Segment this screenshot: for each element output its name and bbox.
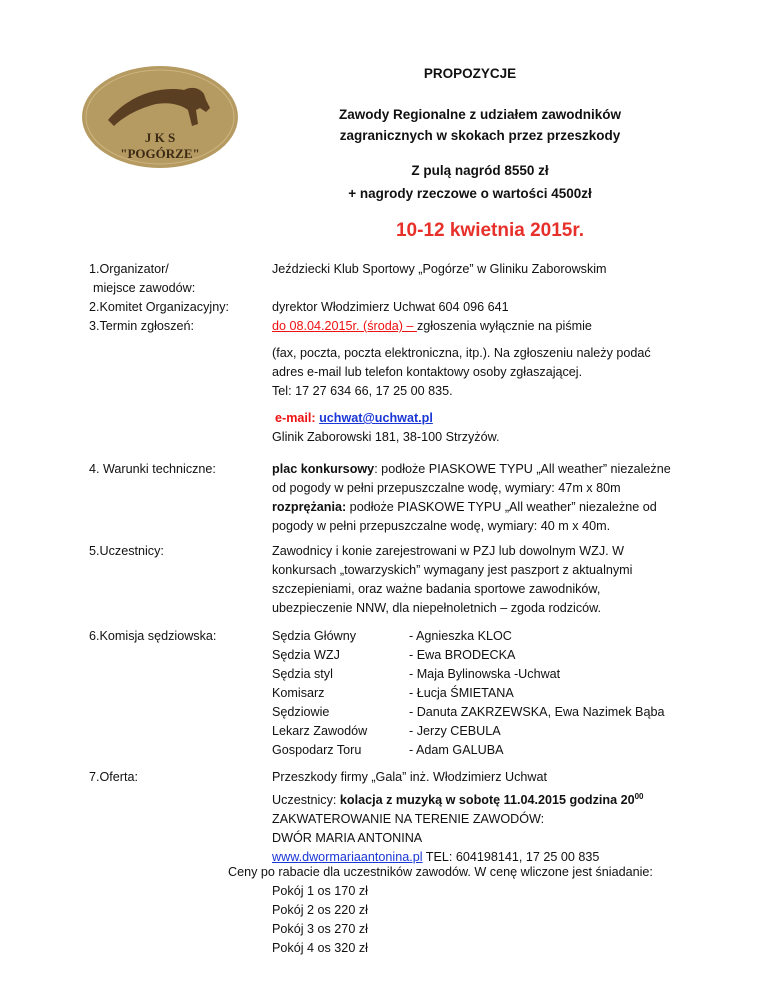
room-price: Pokój 1 os 170 zł — [272, 884, 368, 898]
page-title: PROPOZYCJE — [423, 66, 517, 81]
jury-role: Komisarz — [272, 686, 325, 700]
jury-role: Gospodarz Toru — [272, 743, 362, 757]
logo-text-bottom: "POGÓRZE" — [120, 146, 200, 161]
deadline-line-2: adres e-mail lub telefon kontaktowy osoby zgłaszającej. — [272, 365, 583, 379]
deadline-label: 3.Termin zgłoszeń: — [89, 319, 194, 333]
jury-member: - Ewa BRODECKA — [409, 648, 516, 662]
email-link[interactable]: uchwat@uchwat.pl — [319, 411, 433, 425]
warmup-label: rozprężania: — [272, 500, 347, 514]
arena-text-1: : podłoże PIASKOWE TYPU „All weather” niezależne — [374, 462, 671, 476]
offer-line-1: Przeszkody firmy „Gala” inż. Włodzimierz Uchwat — [272, 770, 548, 784]
offer-time-sup: 00 — [634, 792, 644, 801]
jury-label: 6.Komisja sędziowska: — [89, 629, 217, 643]
jury-role: Lekarz Zawodów — [272, 724, 368, 738]
room-price: Pokój 2 os 220 zł — [272, 903, 368, 917]
jury-role: Sędziowie — [272, 705, 330, 719]
room-list — [272, 882, 572, 958]
participants-line-3: szczepieniami, oraz ważne badania sportowe zawodników, — [272, 582, 601, 596]
website-link[interactable]: www.dwormariaantonina.pl — [272, 850, 423, 865]
arena-text-2: od pogody w pełni przepuszczalne wodę, wymiary: 47m x 80m — [272, 481, 621, 495]
deadline-date: do 08.04.2015r. (środa) – — [272, 319, 417, 333]
offer-line-3: ZAKWATEROWANIE NA TERENIE ZAWODÓW: — [272, 812, 545, 827]
horse-logo-icon — [80, 64, 240, 170]
jury-member: - Adam GALUBA — [409, 743, 504, 757]
deadline-value — [272, 317, 712, 336]
jury-member: - Danuta ZAKRZEWSKA, Ewa Nazimek Bąba — [409, 705, 665, 719]
prize-line-1: Z pulą nagród 8550 zł — [411, 163, 549, 178]
subtitle-line-2: zagranicznych w skokach przez przeszkody — [339, 128, 621, 143]
event-date: 10-12 kwietnia 2015r. — [395, 220, 584, 241]
jury-member: - Maja Bylinowska -Uchwat — [409, 667, 561, 681]
organizer-label — [89, 260, 269, 298]
jury-role: Sędzia WZJ — [272, 648, 340, 662]
room-price: Pokój 4 os 320 zł — [272, 941, 368, 955]
jury-member: - Agnieszka KLOC — [409, 629, 512, 643]
address: Glinik Zaborowski 181, 38-100 Strzyżów. — [272, 430, 500, 444]
committee-value: dyrektor Włodzimierz Uchwat 604 096 641 — [272, 300, 509, 314]
organizer-value: Jeździecki Klub Sportowy „Pogórze” w Gliniku Zaborowskim — [272, 262, 607, 276]
jury-member: - Jerzy CEBULA — [409, 724, 501, 738]
participants-line-4: ubezpieczenie NNW, dla niepełnoletnich – zgoda rodziców. — [272, 601, 602, 615]
offer-line-2-prefix: Uczestnicy: — [272, 793, 340, 808]
technical-label: 4. Warunki techniczne: — [89, 462, 216, 476]
arena-label: plac konkursowy — [272, 462, 375, 476]
organizer-label-1: 1.Organizator/ — [89, 262, 169, 276]
warmup-text-1: podłoże PIASKOWE TYPU „All weather” niezależne od — [346, 500, 657, 514]
committee-label: 2.Komitet Organizacyjny: — [89, 300, 229, 314]
deadline-phone: Tel: 17 27 634 66, 17 25 00 835. — [272, 384, 453, 398]
logo-text-top: J K S — [144, 130, 176, 145]
jury-role: Sędzia styl — [272, 667, 333, 681]
room-price: Pokój 3 os 270 zł — [272, 922, 368, 936]
club-logo — [80, 64, 240, 170]
subtitle-line-1: Zawody Regionalne z udziałem zawodników — [338, 107, 622, 122]
deadline-line-1: (fax, poczta, poczta elektroniczna, itp.). Na zgłoszeniu należy podać — [272, 346, 651, 360]
warmup-text-2: pogody w pełni przepuszczalne wodę, wymiary: 40 m x 40m. — [272, 519, 611, 533]
participants-label: 5.Uczestnicy: — [89, 544, 164, 558]
deadline-text: zgłoszenia wyłącznie na piśmie — [416, 319, 592, 333]
jury-role: Sędzia Główny — [272, 629, 356, 643]
offer-phone: TEL: 604198141, 17 25 00 835 — [422, 850, 600, 865]
prize-line-2: + nagrody rzeczowe o wartości 4500zł — [348, 186, 592, 201]
jury-member: - Łucja ŚMIETANA — [409, 686, 514, 700]
offer-discount: Ceny po rabacie dla uczestników zawodów. W cenę wliczone jest śniadanie: — [228, 865, 653, 879]
offer-line-4: DWÓR MARIA ANTONINA — [272, 831, 423, 846]
email-label: e-mail: — [275, 411, 320, 425]
offer-label: 7.Oferta: — [89, 770, 138, 784]
offer-dinner: kolacja z muzyką w sobotę 11.04.2015 godzina 20 — [339, 793, 635, 808]
organizer-label-2: miejsce zawodów: — [93, 281, 196, 295]
participants-line-1: Zawodnicy i konie zarejestrowani w PZJ lub dowolnym WZJ. W — [272, 544, 625, 558]
participants-line-2: konkursach „towarzyskich” wymagany jest paszport z aktualnymi — [272, 563, 633, 577]
